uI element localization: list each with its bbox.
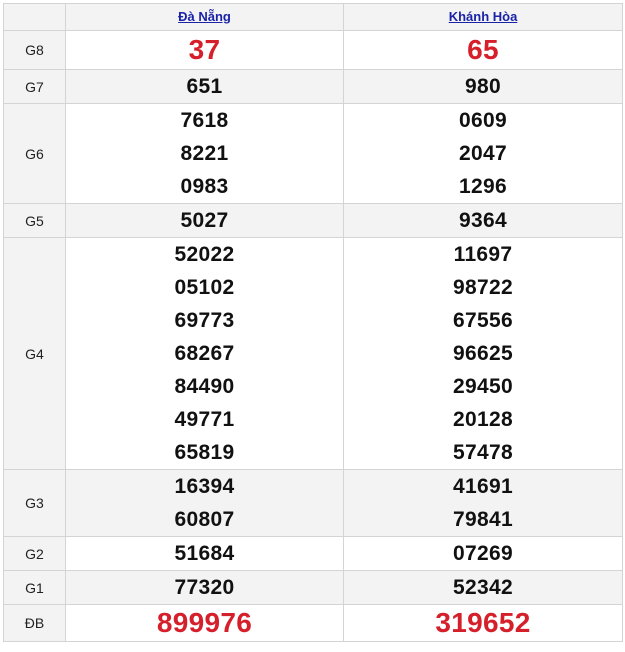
province-link-khanh-hoa[interactable]: Khánh Hòa: [448, 9, 518, 24]
prize-cell: [66, 31, 344, 70]
prize-label: G2: [4, 537, 66, 571]
prize-label: G3: [4, 470, 66, 537]
prize-number: 57478: [453, 441, 513, 464]
header-row: [4, 4, 623, 31]
prize-cell: [344, 571, 623, 605]
prize-number: 980: [465, 75, 501, 98]
prize-number: 7618: [180, 109, 229, 132]
prize-number: 20128: [453, 408, 513, 431]
prize-row-g6: [4, 104, 623, 204]
prize-number: 60807: [174, 508, 235, 531]
prize-cell: [66, 537, 344, 571]
prize-number: 96625: [453, 342, 513, 365]
header-corner-cell: [4, 4, 66, 31]
prize-number: 651: [186, 75, 223, 98]
prize-number: 77320: [174, 576, 235, 599]
province-header-cell: [66, 4, 344, 31]
prize-number: 8221: [180, 142, 229, 165]
prize-row-g4: [4, 238, 623, 470]
prize-number: 65819: [174, 441, 235, 464]
prize-cell: [344, 104, 623, 204]
prize-number: 67556: [453, 309, 513, 332]
prize-number: 05102: [174, 276, 235, 299]
prize-number: 84490: [174, 375, 235, 398]
prize-label: G4: [4, 238, 66, 470]
special-prize-number: 319652: [435, 607, 531, 638]
prize-cell: [344, 470, 623, 537]
prize-cell: [66, 571, 344, 605]
prize-number: 16394: [174, 475, 235, 498]
prize-row-special: [4, 605, 623, 642]
prize-cell: [344, 605, 623, 642]
lottery-results-table: [3, 3, 623, 642]
prize-row-g3: [4, 470, 623, 537]
prize-row-g7: [4, 70, 623, 104]
prize-row-g8: [4, 31, 623, 70]
prize-number: 98722: [453, 276, 513, 299]
province-link-da-nang[interactable]: Đà Nẵng: [178, 9, 231, 24]
prize-number: 69773: [174, 309, 235, 332]
prize-number: 52022: [174, 243, 235, 266]
prize-number: 2047: [459, 142, 507, 165]
prize-cell: [66, 70, 344, 104]
prize-number: 9364: [459, 209, 507, 232]
prize-number: 5027: [180, 209, 229, 232]
prize-cell: [66, 238, 344, 470]
prize-row-g2: [4, 537, 623, 571]
special-prize-number: 899976: [156, 607, 253, 638]
prize-cell: [66, 104, 344, 204]
prize-cell: [66, 204, 344, 238]
prize-cell: [344, 537, 623, 571]
prize-number: 41691: [453, 475, 513, 498]
prize-number: 49771: [174, 408, 235, 431]
province-header-cell: [344, 4, 623, 31]
prize-number: 1296: [459, 175, 507, 198]
prize-number: 51684: [174, 542, 235, 565]
prize-number: 11697: [453, 243, 513, 266]
prize-label: G6: [4, 104, 66, 204]
prize-cell: [66, 470, 344, 537]
prize-number: 65: [467, 34, 499, 65]
prize-row-g1: [4, 571, 623, 605]
prize-row-g5: [4, 204, 623, 238]
prize-label: ĐB: [4, 605, 66, 642]
prize-number: 52342: [453, 576, 513, 599]
prize-number: 37: [188, 34, 221, 65]
prize-label: G7: [4, 70, 66, 104]
prize-cell: [344, 204, 623, 238]
prize-cell: [344, 238, 623, 470]
prize-number: 0983: [180, 175, 229, 198]
prize-number: 0609: [459, 109, 507, 132]
prize-label: G5: [4, 204, 66, 238]
prize-number: 79841: [453, 508, 513, 531]
prize-label: G1: [4, 571, 66, 605]
prize-label: G8: [4, 31, 66, 70]
prize-cell: [344, 70, 623, 104]
prize-number: 29450: [453, 375, 513, 398]
prize-cell: [344, 31, 623, 70]
prize-number: 68267: [174, 342, 235, 365]
prize-cell: [66, 605, 344, 642]
prize-number: 07269: [453, 542, 513, 565]
